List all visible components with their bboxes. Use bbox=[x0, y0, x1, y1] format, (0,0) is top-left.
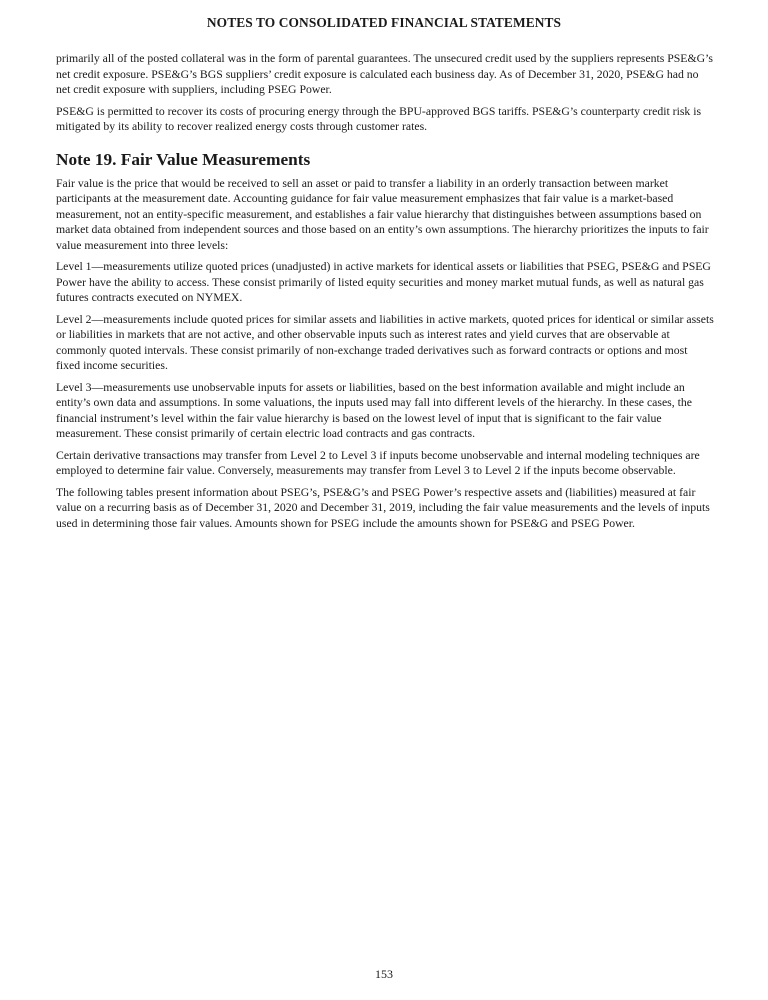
paragraph-level-3: Level 3—measurements use unobservable inputs for assets or liabilities, based on the best information available and might include an entity’s own data and assumptions. In some valuations, the inputs used may fall into different levels of the hierarchy. In these cases, the financial instrument’s level within the fair value hierarchy is based on the lowest level of input that is significant to the fair value measurement. These consist primarily of certain electric load contracts and gas contracts. bbox=[56, 380, 692, 440]
intro-paragraph-collateral: primarily all of the posted collateral was in the form of parental guarantees. The unsecured credit used by the suppliers represents PSE&G’s net credit exposure. PSE&G’s BGS suppliers’ credit exposure is calculated each business day. As of December 31, 2020, PSE&G had no net credit exposure with suppliers, including PSEG Power. bbox=[56, 52, 713, 96]
paragraph-fair-value-definition: Fair value is the price that would be received to sell an asset or paid to transfer a liability in an orderly transaction between market participants at the measurement date. Accounting guidance for fair value measurement emphasizes that fair value is a market-based measurement, not an entity-specific measurement, and establishes a fair value hierarchy that distinguishes between assumptions based on market data obtained from independent sources and those based on an entity’s own assumptions. The hierarchy prioritizes the inputs to fair value measurement into three levels: bbox=[56, 176, 709, 252]
note-heading: Note 19. Fair Value Measurements bbox=[56, 149, 311, 169]
paragraph-tables-intro: The following tables present information about PSEG’s, PSE&G’s and PSEG Power’s respective assets and (liabilities) measured at fair value on a recurring basis as of December 31, 2020 and December 31, 2019, including the fair value measurements and the levels of inputs used in determining those fair values. Amounts shown for PSEG include the amounts shown for PSE&G and PSEG Power. bbox=[56, 485, 710, 530]
document-body bbox=[56, 51, 714, 537]
page-number: 153 bbox=[375, 967, 393, 981]
paragraph-level-transfers: Certain derivative transactions may transfer from Level 2 to Level 3 if inputs become unobservable and internal modeling techniques are employed to determine fair value. Conversely, measurements may transfer from Level 3 to Level 2 if the inputs become observable. bbox=[56, 448, 700, 477]
intro-paragraph-cost-recovery: PSE&G is permitted to recover its costs of procuring energy through the BPU-approved BGS tariffs. PSE&G’s counterparty credit risk is mitigated by its ability to recover realized energy costs through customer rates. bbox=[56, 104, 702, 133]
paragraph-level-1: Level 1—measurements utilize quoted prices (unadjusted) in active markets for identical assets or liabilities that PSEG, PSE&G and PSEG Power have the ability to access. These consist primarily of listed equity securities and money market mutual funds, as well as natural gas futures contracts executed on NYMEX. bbox=[56, 260, 711, 304]
page-header-title: NOTES TO CONSOLIDATED FINANCIAL STATEMENTS bbox=[206, 15, 562, 30]
paragraph-level-2: Level 2—measurements include quoted prices for similar assets and liabilities in active markets, quoted prices for identical or similar assets or liabilities in markets that are not active, and other observable inputs such as interest rates and yield curves that are observable at commonly quoted intervals. These consist primarily of non-exchange traded derivatives such as forward contracts or options and most fixed income securities. bbox=[56, 312, 714, 372]
